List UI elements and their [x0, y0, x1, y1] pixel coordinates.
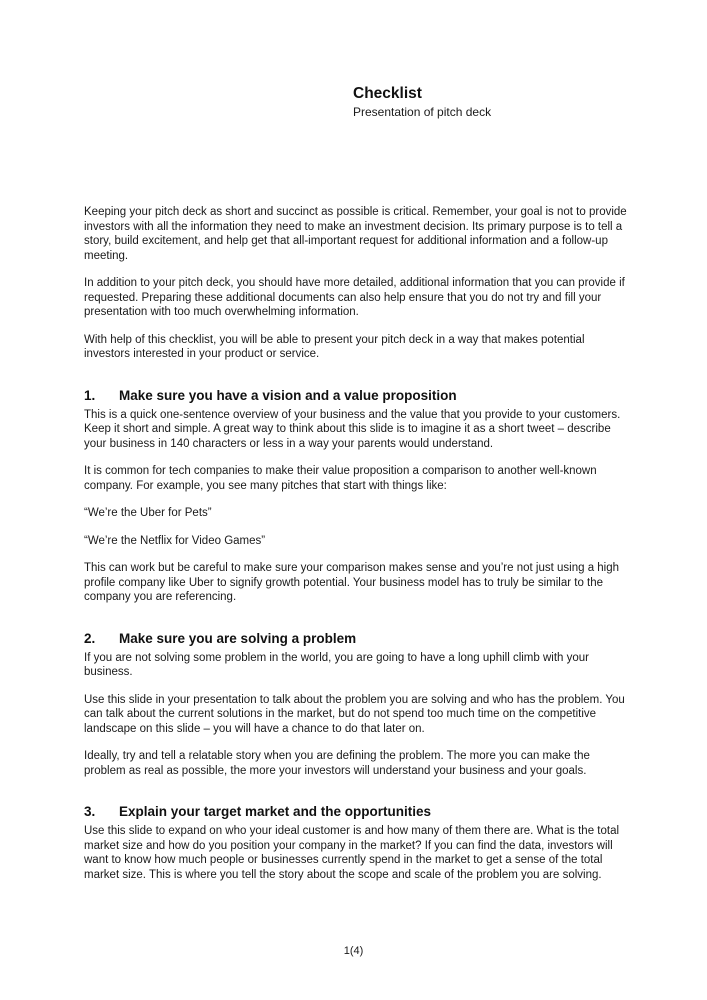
section-1-quote-2: “We’re the Netflix for Video Games”: [84, 534, 266, 547]
section-1-quote-1: “We’re the Uber for Pets”: [84, 507, 212, 519]
section-1-heading: [84, 387, 627, 404]
section-3-paragraph-1: Use this slide to expand on who your ideal customer is and how many of them there are. What is the total market size and how do you position your company in the market? If you can find the data, investors will want to know how much people or businesses currently spend in the market to get a sense of the total market size. This is where you tell the story about the scope and scale of the problem you are solving.: [84, 825, 620, 881]
section-1-paragraph-3: This can work but be careful to make sure your comparison makes sense and you’re not just using a high profile company like Uber to signify growth potential. Your business model has to truly be similar to the company you are referencing.: [84, 562, 620, 603]
section-solving-a-problem: [84, 630, 627, 779]
section-1-number: 1.: [84, 387, 96, 403]
section-3-heading-text: Explain your target market and the opportunities: [119, 804, 432, 819]
section-2-number: 2.: [84, 630, 96, 646]
section-2-paragraph-3: Ideally, try and tell a relatable story when you are defining the problem. The more you can make the problem as real as possible, the more your investors will understand your business and your goals.: [84, 750, 590, 777]
section-3-heading: [84, 803, 627, 820]
section-vision-value-proposition: [84, 387, 627, 605]
section-2-paragraph-1: If you are not solving some problem in the world, you are going to have a long uphill climb with your business.: [84, 651, 589, 678]
section-1-paragraph-1: This is a quick one-sentence overview of your business and the value that you provide to your customers. Keep it short and simple. A great way to think about this slide is to imagine it as a short tweet – describe your business in 140 characters or less in a way your parents would understand.: [84, 408, 621, 450]
title-block: [353, 84, 491, 120]
intro-paragraph-1: Keeping your pitch deck as short and succinct as possible is critical. Remember, your goal is not to provide investors with all the information they need to make an investment decision. Its primary purpose is to tell a story, build excitement, and help get that all-important request for additional information and a follow-up meeting.: [84, 206, 627, 262]
document-title: Checklist: [353, 85, 422, 102]
section-1-heading-text: Make sure you have a vision and a value proposition: [119, 387, 457, 403]
section-target-market: [84, 803, 627, 882]
section-2-heading: [84, 630, 627, 647]
section-3-number: 3.: [84, 804, 96, 819]
section-2-heading-text: Make sure you are solving a problem: [119, 630, 357, 646]
intro-paragraph-3: With help of this checklist, you will be able to present your pitch deck in a way that makes potential investors interested in your product or service.: [84, 333, 585, 360]
intro-paragraph-2: In addition to your pitch deck, you should have more detailed, additional information that you can provide if requested. Preparing these additional documents can also help ensure that you do not try and fill your presentation with too much overwhelming information.: [84, 277, 625, 318]
section-2-paragraph-2: Use this slide in your presentation to talk about the problem you are solving and who has the problem. You can talk about the current solutions in the market, but do not spend too much time on the competitive landscape on this slide – you will have a chance to do that later on.: [84, 693, 625, 735]
document-body: [84, 205, 627, 895]
section-1-paragraph-2: It is common for tech companies to make their value proposition a comparison to another well-known company. For example, you see many pitches that start with things like:: [84, 465, 597, 492]
document-subtitle: Presentation of pitch deck: [353, 105, 492, 119]
page-number: 1(4): [343, 945, 364, 957]
